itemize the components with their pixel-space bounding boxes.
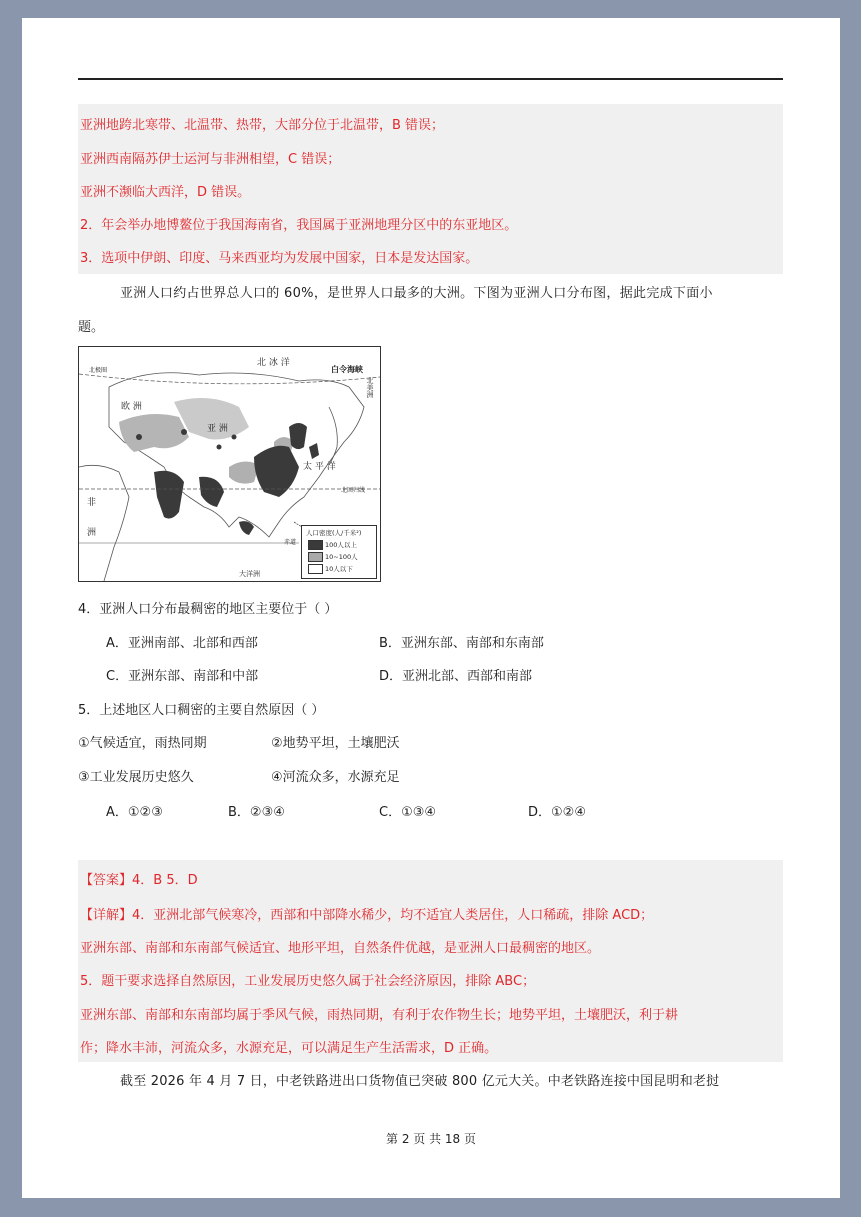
document-page: [22, 18, 840, 1198]
explanation-line: 亚洲地跨北寒带、北温带、热带，大部分位于北温带，B 错误；: [80, 118, 445, 133]
question-4-stem: 4．亚洲人口分布最稠密的地区主要位于（ ）: [78, 602, 338, 617]
q4-option-b: B．亚洲东部、南部和东南部: [379, 636, 544, 651]
q4-option-c: C．亚洲东部、南部和中部: [106, 669, 259, 684]
map-label-tropic-of-cancer: 北回归线: [341, 487, 366, 494]
map-label-africa: 非: [87, 498, 97, 508]
map-label-oceania: 大洋洲: [239, 570, 260, 578]
map-label-equator: 赤道: [284, 539, 297, 546]
q4-option-a: A．亚洲南部、北部和西部: [106, 636, 258, 651]
q5-option-a: A．①②③: [106, 805, 163, 820]
q5-item-1: ①气候适宜，雨热同期: [78, 736, 207, 751]
legend-label: 100人以上: [325, 541, 357, 549]
q5-item-2: ②地势平坦，土壤肥沃: [271, 736, 400, 751]
map-label-asia: 亚 洲: [207, 424, 228, 434]
map-legend: [301, 525, 377, 579]
map-label-pacific: 太 平 洋: [303, 462, 336, 472]
closing-paragraph: 截至 2026 年 4 月 7 日，中老铁路进出口货物值已突破 800 亿元大关。中老铁路连接中国昆明和老挝: [120, 1074, 720, 1089]
legend-swatch-sparse: [308, 564, 323, 574]
legend-label: 10~100人: [325, 553, 358, 561]
intro-text: 亚洲人口约占世界总人口的 60%，是世界人口最多的大洲。下图为亚洲人口分布图，据此完成下面小: [120, 286, 713, 301]
legend-title: 人口密度(人/千米²): [306, 529, 362, 537]
asia-population-map: [78, 346, 381, 582]
detail-line: 作；降水丰沛，河流众多，水源充足，可以满足生产生活需求，D 正确。: [80, 1041, 498, 1056]
q5-item-3: ③工业发展历史悠久: [78, 770, 194, 785]
answer-block: [78, 860, 783, 1062]
page-footer: 第 2 页 共 18 页: [386, 1132, 476, 1146]
q5-option-d: D．①②④: [528, 805, 586, 820]
legend-swatch-dense: [308, 540, 323, 550]
map-label-bering-strait: 白令海峡: [331, 364, 363, 374]
map-label-europe: 欧 洲: [121, 402, 142, 412]
map-label-north-america: 北美洲: [366, 377, 374, 398]
header-rule: [78, 78, 783, 80]
q5-option-b: B．②③④: [228, 805, 285, 820]
explanation-line: 3．选项中伊朗、印度、马来西亚均为发展中国家，日本是发达国家。: [80, 251, 479, 266]
detail-line: 亚洲东部、南部和东南部均属于季风气候，雨热同期，有利于农作物生长；地势平坦，土壤肥沃，利于耕: [80, 1008, 679, 1023]
detail-line: 【详解】4．亚洲北部气候寒冷，西部和中部降水稀少，均不适宜人类居住，人口稀疏，排除 ACD；: [80, 908, 654, 923]
legend-swatch-medium: [308, 552, 323, 562]
detail-line: 5．题干要求选择自然原因，工业发展历史悠久属于社会经济原因，排除 ABC；: [80, 974, 536, 989]
legend-label: 10人以下: [325, 565, 353, 573]
explanation-line: 2．年会举办地博鳌位于我国海南省，我国属于亚洲地理分区中的东亚地区。: [80, 218, 518, 233]
map-label-arctic-ocean: 北 冰 洋: [257, 358, 290, 368]
explanation-line: 亚洲不濒临大西洋，D 错误。: [80, 185, 251, 200]
explanation-block-top: [78, 104, 783, 274]
intro-text-cont: 题。: [78, 320, 105, 335]
detail-line: 亚洲东部、南部和东南部气候适宜、地形平坦，自然条件优越，是亚洲人口最稠密的地区。: [80, 941, 601, 956]
q5-option-c: C．①③④: [379, 805, 437, 820]
answer-line: 【答案】4．B 5．D: [80, 873, 198, 888]
map-label-arctic-circle: 北极圈: [89, 367, 108, 374]
q4-option-d: D．亚洲北部、西部和南部: [379, 669, 533, 684]
explanation-line: 亚洲西南隔苏伊士运河与非洲相望，C 错误；: [80, 152, 341, 167]
map-label-africa: 洲: [87, 528, 97, 538]
q5-item-4: ④河流众多，水源充足: [271, 770, 400, 785]
question-5-stem: 5．上述地区人口稠密的主要自然原因（ ）: [78, 703, 325, 718]
